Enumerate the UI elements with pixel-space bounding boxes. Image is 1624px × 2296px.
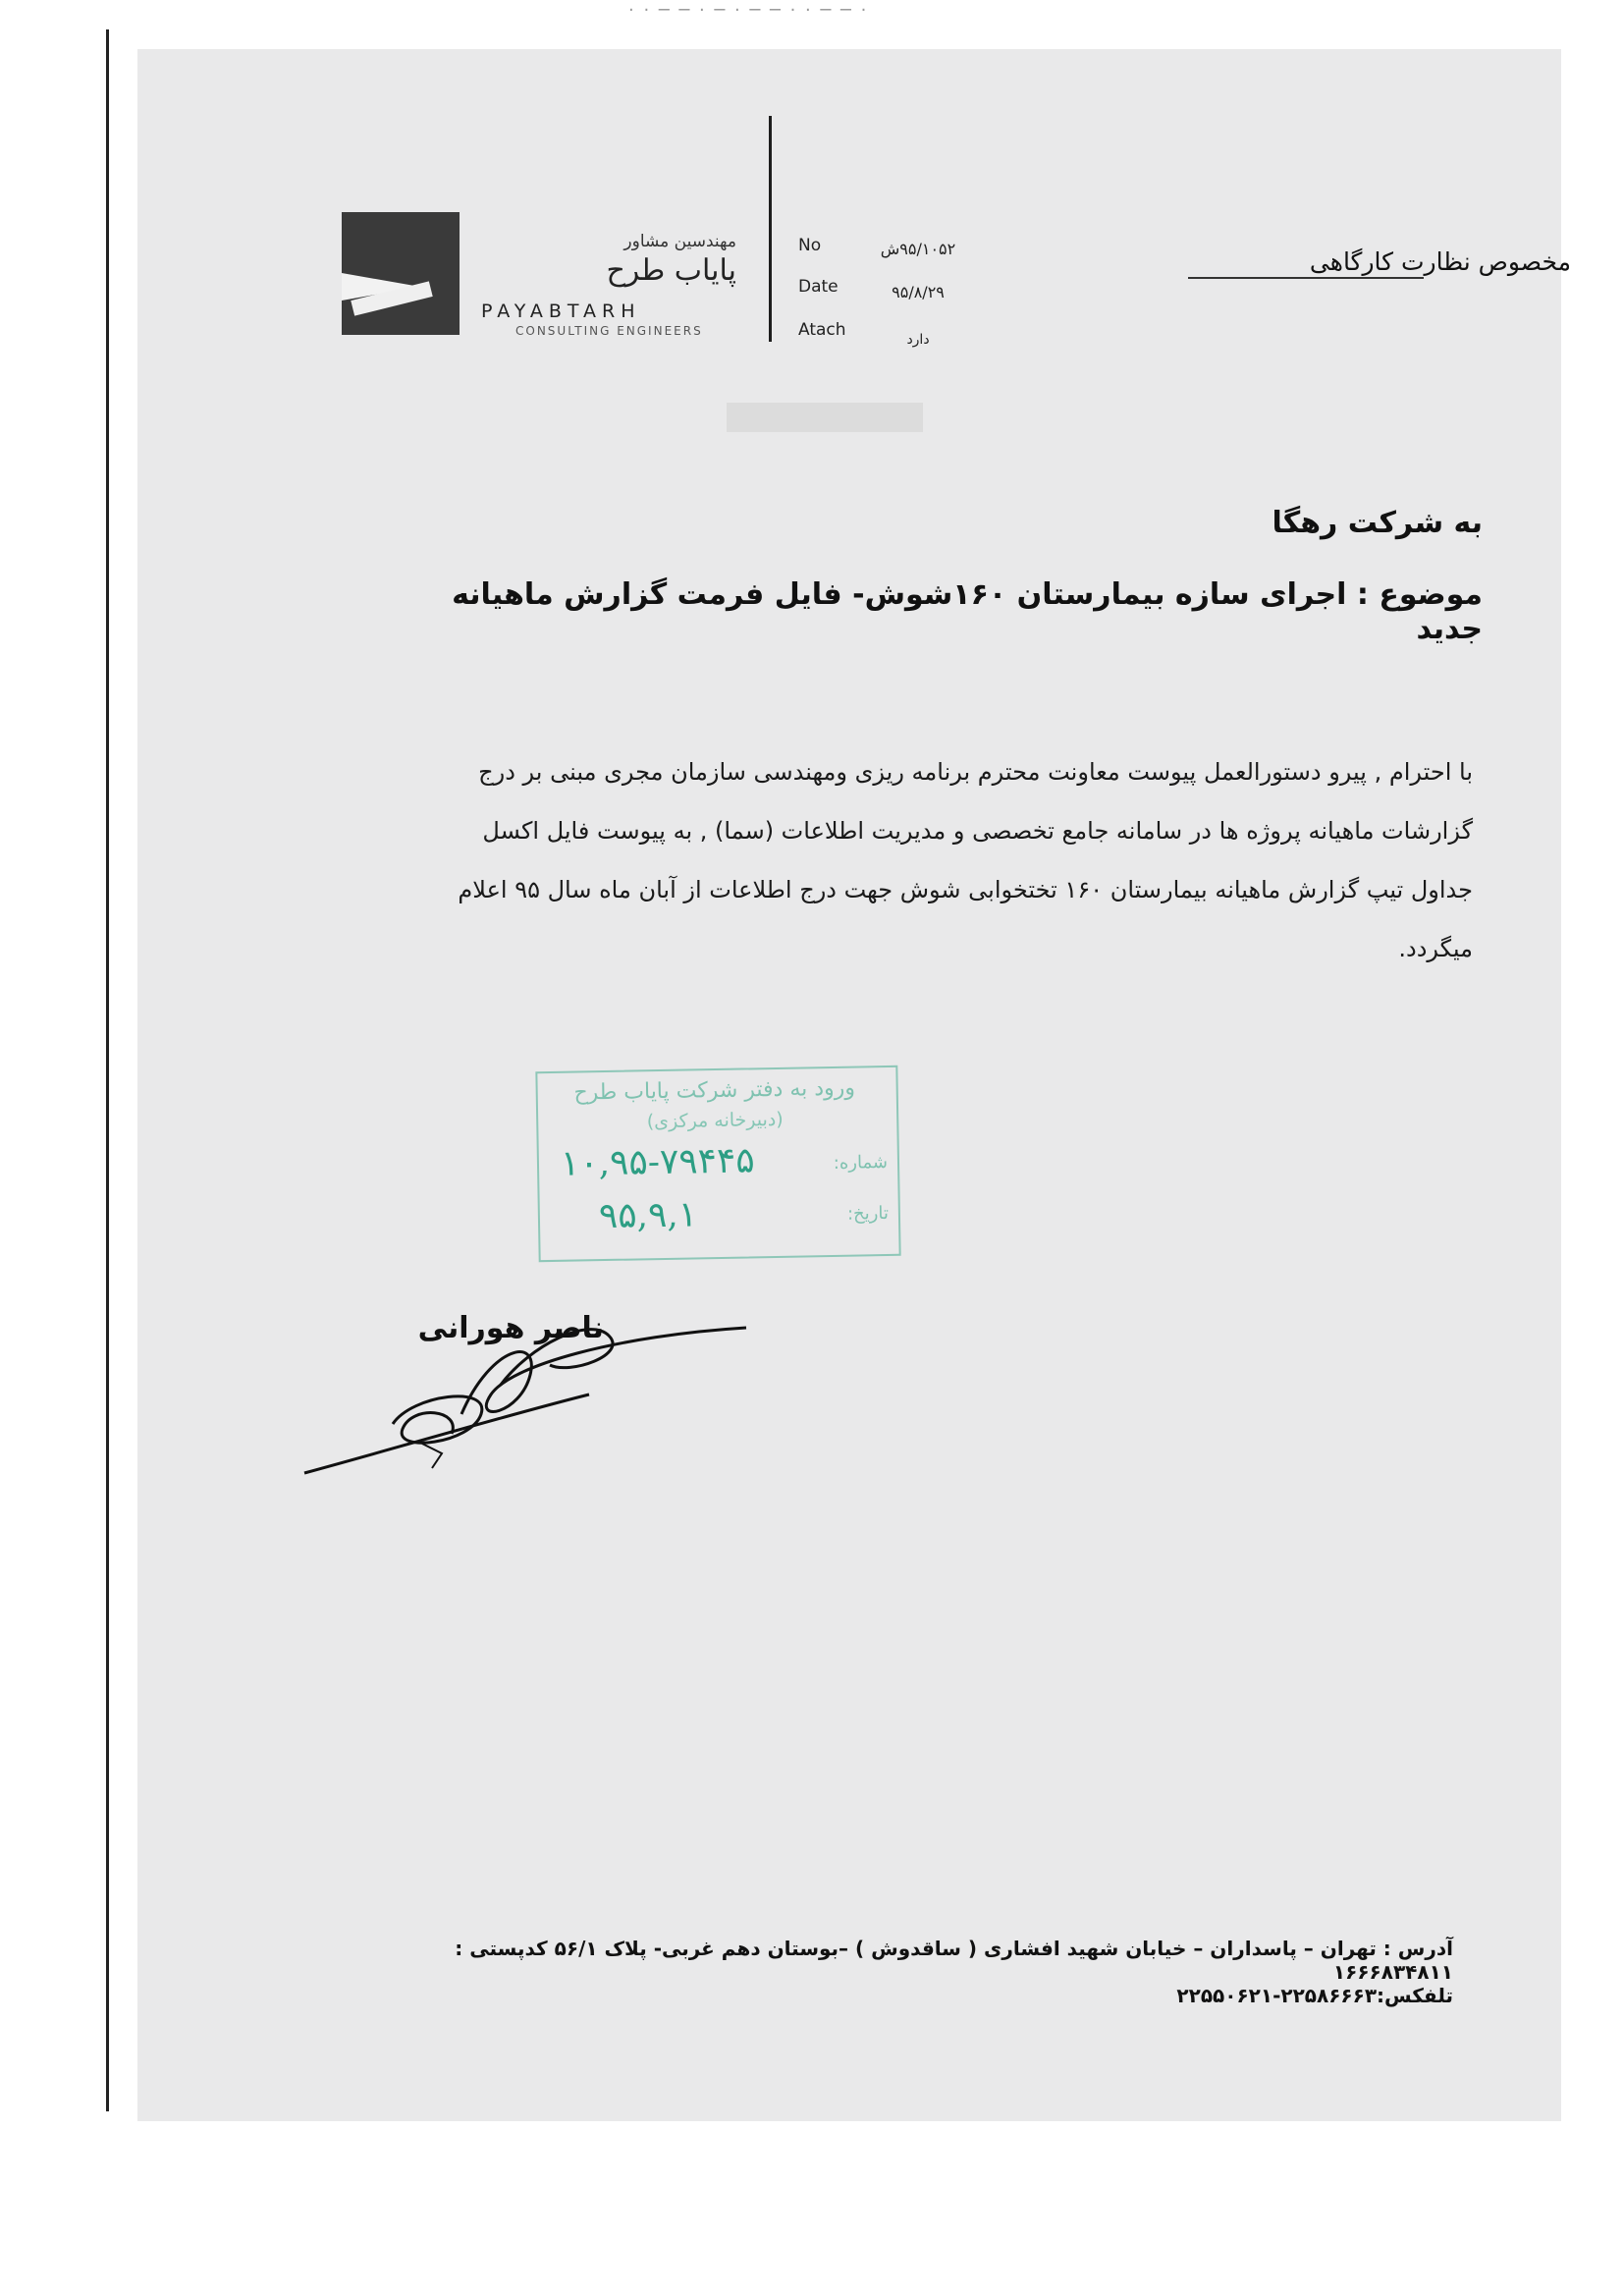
footer-telfax: تلفکس:۲۲۵۸۶۶۶۳-۲۲۵۵۰۶۲۱ <box>1176 1984 1453 2007</box>
firm-name-fa-subtitle: مهندسین مشاور <box>623 232 736 251</box>
received-stamp-subtitle: (دبیرخانه مرکزی) <box>646 1108 784 1133</box>
date-label: Date <box>798 277 839 297</box>
page-edge-line <box>106 29 109 2111</box>
firm-name-fa: پایاب طرح <box>606 253 736 288</box>
received-number-label: شماره: <box>833 1151 889 1174</box>
scan-artifact: · · ─ ─ · ─ · ─ ─ · · ─ ─ · <box>628 0 869 21</box>
received-stamp <box>535 1066 900 1262</box>
subject-line: موضوع : اجرای سازه بیمارستان ۱۶۰شوش- فایل فرمت گزارش ماهیانه جدید <box>452 577 1483 646</box>
body-line: جداول تیپ گزارش ماهیانه بیمارستان ۱۶۰ تختخوابی شوش جهت درج اطلاعات از آبان ماه سال ۹۵ اعلام <box>458 876 1473 903</box>
number-value: ۹۵/۱۰۵۲ش <box>880 240 956 258</box>
footer-address: آدرس : تهران – پاسداران – خیابان شهید افشاری ( ساقدوش ) –بوستان دهم غربی- پلاک ۵۶/۱ کدپستی : ۱۶۶۶۸۳۴۸۱۱ <box>455 1937 1453 1984</box>
stamp-underline <box>1188 277 1424 279</box>
addressee: به شرکت رهگا <box>1272 506 1483 540</box>
received-stamp-title: ورود به دفتر شرکت پایاب طرح <box>573 1075 856 1106</box>
firm-name-en-subtitle: CONSULTING ENGINEERS <box>515 324 703 338</box>
number-label: No <box>798 236 822 255</box>
received-number-value: ۱۰,۹۵-۷۹۴۴۵ <box>560 1140 755 1184</box>
body-line: با احترام , پیرو دستورالعمل پیوست معاونت محترم برنامه ریزی ومهندسی سازمان مجری مبنی بر درج <box>478 758 1473 786</box>
handwritten-signature <box>295 1306 766 1503</box>
bleed-through-mark <box>727 403 923 432</box>
date-value: ۹۵/۸/۲۹ <box>892 283 945 301</box>
received-date-label: تاریخ: <box>846 1202 890 1225</box>
signer-name: ناصر هورانی <box>417 1311 604 1345</box>
body-line: گزارشات ماهیانه پروژه ها در سامانه جامع تخصصی و مدیریت اطلاعات (سما) , به پیوست فایل اکسل <box>482 817 1473 845</box>
workshop-supervision-stamp: مخصوص نظارت کارگاهی <box>1309 247 1571 276</box>
body-line: میگردد. <box>1398 935 1473 962</box>
header-divider <box>769 116 772 342</box>
received-date-value: ۹۵,۹,۱ <box>598 1194 698 1237</box>
firm-name-en: PAYABTARH <box>481 301 641 322</box>
attachment-value: دارد <box>906 332 930 348</box>
company-logo <box>342 212 460 335</box>
attachment-label: Atach <box>798 320 846 340</box>
